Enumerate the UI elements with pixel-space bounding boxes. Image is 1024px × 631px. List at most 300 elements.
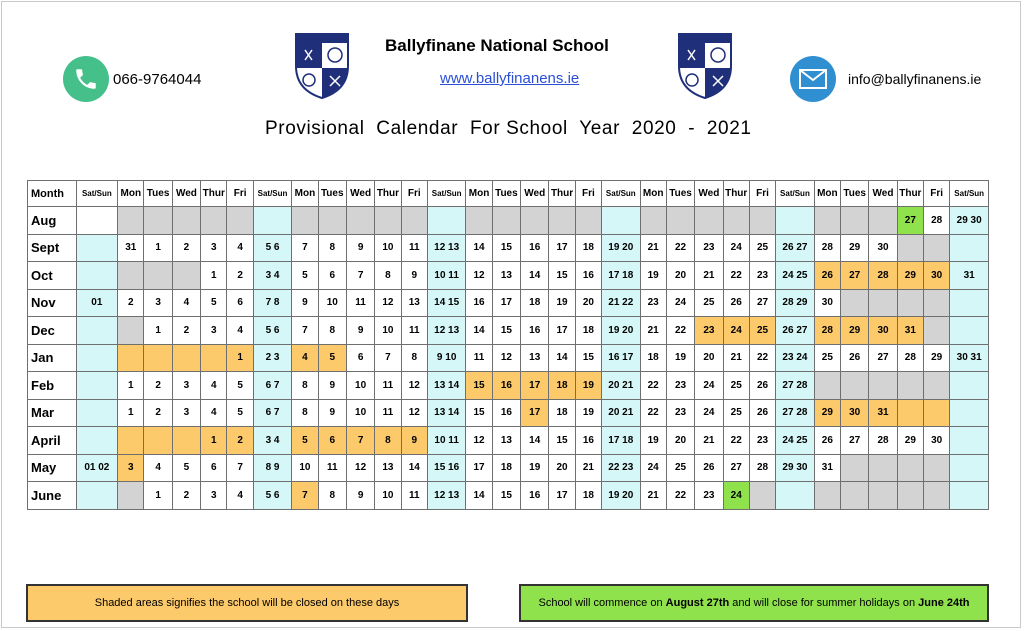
day-cell: [253, 207, 291, 235]
day-cell: 14: [521, 427, 549, 455]
month-label: Nov: [28, 289, 77, 317]
day-cell: 17: [521, 372, 549, 400]
day-cell: 29 30: [776, 454, 814, 482]
day-cell: 23: [749, 427, 775, 455]
school-name: Ballyfinane National School: [385, 36, 609, 55]
day-cell: 10: [346, 399, 374, 427]
day-cell: 13: [492, 262, 520, 290]
day-cell: 22: [723, 262, 749, 290]
day-cell: [841, 289, 869, 317]
day-cell: 17: [466, 454, 492, 482]
header-cell: Fri: [401, 181, 427, 207]
day-cell: 10: [292, 454, 318, 482]
day-cell: 25: [749, 317, 775, 345]
day-cell: 20: [666, 427, 694, 455]
day-cell: 11: [401, 482, 427, 510]
day-cell: 5: [318, 344, 346, 372]
day-cell: [924, 289, 950, 317]
day-cell: 12: [346, 454, 374, 482]
day-cell: 26 27: [776, 234, 814, 262]
day-cell: [695, 207, 723, 235]
day-cell: [401, 207, 427, 235]
header-cell: Thur: [549, 181, 575, 207]
day-cell: [723, 207, 749, 235]
day-cell: 13: [401, 289, 427, 317]
day-cell: [76, 482, 118, 510]
day-cell: 4: [144, 454, 172, 482]
email-address: info@ballyfinanens.ie: [848, 71, 982, 87]
day-cell: 31: [869, 399, 897, 427]
day-cell: [640, 207, 666, 235]
day-cell: 01: [76, 289, 118, 317]
day-cell: 7: [346, 427, 374, 455]
day-cell: 12: [466, 262, 492, 290]
day-cell: 5: [292, 427, 318, 455]
day-cell: 9: [346, 482, 374, 510]
day-cell: 21: [640, 482, 666, 510]
day-cell: 18: [549, 399, 575, 427]
day-cell: 19: [549, 289, 575, 317]
day-cell: [118, 482, 144, 510]
day-cell: [575, 207, 601, 235]
day-cell: 24: [640, 454, 666, 482]
day-cell: 20 21: [602, 399, 640, 427]
closed-days-legend-text: Shaded areas signifies the school will be closed on these days: [94, 597, 400, 609]
phone-icon: [63, 56, 109, 102]
day-cell: 7: [227, 454, 253, 482]
term-start-date: August 27th: [665, 597, 730, 609]
day-cell: [172, 207, 200, 235]
day-cell: 22 23: [602, 454, 640, 482]
day-cell: 26: [749, 372, 775, 400]
day-cell: 18: [575, 234, 601, 262]
day-cell: 21: [723, 344, 749, 372]
day-cell: [950, 372, 989, 400]
day-cell: 24 25: [776, 262, 814, 290]
day-cell: [172, 427, 200, 455]
day-cell: 17 18: [602, 262, 640, 290]
day-cell: [869, 454, 897, 482]
day-cell: 12: [466, 427, 492, 455]
day-cell: 24: [695, 372, 723, 400]
header-cell: Thur: [201, 181, 227, 207]
day-cell: [814, 482, 840, 510]
day-cell: 26: [723, 289, 749, 317]
calendar-row-april: [28, 427, 989, 455]
day-cell: 5 6: [253, 317, 291, 345]
day-cell: 19 20: [602, 234, 640, 262]
day-cell: 17: [521, 399, 549, 427]
day-cell: 01 02: [76, 454, 118, 482]
header-cell: Sat/Sun: [76, 181, 118, 207]
day-cell: 21: [695, 427, 723, 455]
month-label: April: [28, 427, 77, 455]
day-cell: 28 29: [776, 289, 814, 317]
day-cell: 21: [695, 262, 723, 290]
day-cell: 25: [723, 399, 749, 427]
day-cell: 24: [723, 317, 749, 345]
day-cell: 5: [172, 454, 200, 482]
day-cell: [897, 372, 923, 400]
day-cell: [924, 482, 950, 510]
day-cell: 12: [401, 372, 427, 400]
month-label: Mar: [28, 399, 77, 427]
day-cell: 1: [144, 317, 172, 345]
month-label: Dec: [28, 317, 77, 345]
day-cell: 11: [375, 399, 401, 427]
day-cell: 29: [814, 399, 840, 427]
day-cell: 3 4: [253, 262, 291, 290]
day-cell: 6: [201, 454, 227, 482]
day-cell: 2: [227, 427, 253, 455]
header-cell: Sat/Sun: [253, 181, 291, 207]
day-cell: 2: [172, 317, 200, 345]
day-cell: [118, 427, 144, 455]
header-cell: Mon: [814, 181, 840, 207]
day-cell: 4: [172, 289, 200, 317]
day-cell: 1: [118, 399, 144, 427]
day-cell: 28: [897, 344, 923, 372]
day-cell: 8: [292, 399, 318, 427]
header-cell: Mon: [640, 181, 666, 207]
day-cell: 9: [292, 289, 318, 317]
header-cell: Wed: [346, 181, 374, 207]
day-cell: 25: [814, 344, 840, 372]
day-cell: 22: [666, 482, 694, 510]
day-cell: 10 11: [427, 427, 465, 455]
day-cell: [76, 399, 118, 427]
day-cell: 22: [723, 427, 749, 455]
header-cell: Month: [28, 181, 77, 207]
day-cell: 17: [549, 234, 575, 262]
day-cell: 29 30: [950, 207, 989, 235]
day-cell: 22: [749, 344, 775, 372]
day-cell: [869, 207, 897, 235]
day-cell: 6 7: [253, 399, 291, 427]
day-cell: 30 31: [950, 344, 989, 372]
header-cell: Sat/Sun: [776, 181, 814, 207]
day-cell: [172, 262, 200, 290]
day-cell: 2: [144, 372, 172, 400]
day-cell: 11: [466, 344, 492, 372]
header-cell: Wed: [869, 181, 897, 207]
header-cell: Tues: [666, 181, 694, 207]
calendar-row-dec: [28, 317, 989, 345]
day-cell: 4: [227, 482, 253, 510]
day-cell: 13 14: [427, 399, 465, 427]
header-cell: Tues: [492, 181, 520, 207]
day-cell: [776, 482, 814, 510]
day-cell: 3 4: [253, 427, 291, 455]
day-cell: 8: [375, 262, 401, 290]
day-cell: [841, 207, 869, 235]
day-cell: 5 6: [253, 234, 291, 262]
day-cell: 5 6: [253, 482, 291, 510]
day-cell: [118, 317, 144, 345]
day-cell: [924, 399, 950, 427]
day-cell: 26: [841, 344, 869, 372]
day-cell: 10: [375, 317, 401, 345]
day-cell: [118, 207, 144, 235]
header-cell: Mon: [292, 181, 318, 207]
day-cell: 18: [492, 454, 520, 482]
calendar-title: Provisional Calendar For School Year 2020 - 2021: [265, 118, 752, 139]
day-cell: [76, 234, 118, 262]
day-cell: 13: [521, 344, 549, 372]
month-label: May: [28, 454, 77, 482]
day-cell: [897, 482, 923, 510]
day-cell: 5: [201, 289, 227, 317]
header-cell: Tues: [318, 181, 346, 207]
day-cell: 18: [640, 344, 666, 372]
day-cell: [172, 344, 200, 372]
day-cell: 2: [227, 262, 253, 290]
day-cell: 3: [201, 234, 227, 262]
day-cell: 8 9: [253, 454, 291, 482]
header-cell: Thur: [897, 181, 923, 207]
day-cell: 6: [318, 427, 346, 455]
month-label: Aug: [28, 207, 77, 235]
calendar-table: [27, 180, 989, 510]
calendar-row-june: [28, 482, 989, 510]
day-cell: 6: [346, 344, 374, 372]
day-cell: 19 20: [602, 317, 640, 345]
day-cell: 3: [144, 289, 172, 317]
day-cell: 19 20: [602, 482, 640, 510]
day-cell: [950, 317, 989, 345]
day-cell: 11: [318, 454, 346, 482]
day-cell: [466, 207, 492, 235]
day-cell: 27: [897, 207, 923, 235]
day-cell: [144, 262, 172, 290]
day-cell: 25: [666, 454, 694, 482]
day-cell: 19: [666, 344, 694, 372]
day-cell: 24: [695, 399, 723, 427]
day-cell: 19: [575, 372, 601, 400]
day-cell: 18: [549, 372, 575, 400]
day-cell: 19: [640, 262, 666, 290]
day-cell: 14: [466, 317, 492, 345]
school-crest-icon: [292, 30, 352, 102]
day-cell: 15: [466, 372, 492, 400]
day-cell: 28: [814, 234, 840, 262]
day-cell: 19: [640, 427, 666, 455]
day-cell: 22: [640, 372, 666, 400]
day-cell: 27: [841, 262, 869, 290]
day-cell: 16 17: [602, 344, 640, 372]
day-cell: 31: [897, 317, 923, 345]
day-cell: 3: [172, 372, 200, 400]
day-cell: 1: [118, 372, 144, 400]
header-cell: Thur: [723, 181, 749, 207]
day-cell: 22: [640, 399, 666, 427]
day-cell: [841, 482, 869, 510]
day-cell: 12 13: [427, 482, 465, 510]
day-cell: [950, 454, 989, 482]
day-cell: 27: [749, 289, 775, 317]
day-cell: [76, 207, 118, 235]
day-cell: 2: [172, 482, 200, 510]
day-cell: 8: [375, 427, 401, 455]
day-cell: 20 21: [602, 372, 640, 400]
day-cell: 24: [723, 234, 749, 262]
day-cell: [897, 289, 923, 317]
day-cell: [346, 207, 374, 235]
day-cell: [144, 344, 172, 372]
day-cell: 10: [318, 289, 346, 317]
day-cell: [76, 262, 118, 290]
header-cell: Mon: [118, 181, 144, 207]
day-cell: [666, 207, 694, 235]
calendar-row-mar: [28, 399, 989, 427]
day-cell: [492, 207, 520, 235]
day-cell: 13: [492, 427, 520, 455]
day-cell: 6: [227, 289, 253, 317]
header-cell: Fri: [575, 181, 601, 207]
day-cell: 31: [814, 454, 840, 482]
day-cell: [950, 427, 989, 455]
day-cell: 9: [346, 317, 374, 345]
day-cell: 5: [292, 262, 318, 290]
term-dates-legend: [519, 584, 989, 622]
day-cell: 11: [401, 234, 427, 262]
day-cell: 14: [549, 344, 575, 372]
day-cell: 4: [201, 372, 227, 400]
day-cell: 20: [575, 289, 601, 317]
day-cell: 16: [575, 262, 601, 290]
month-label: Feb: [28, 372, 77, 400]
day-cell: 5: [227, 399, 253, 427]
day-cell: 30: [924, 262, 950, 290]
day-cell: 9: [318, 399, 346, 427]
day-cell: [144, 207, 172, 235]
website-link[interactable]: www.ballyfinanens.ie: [440, 70, 580, 87]
calendar-row-oct: [28, 262, 989, 290]
day-cell: 31: [950, 262, 989, 290]
day-cell: 18: [521, 289, 549, 317]
day-cell: [814, 207, 840, 235]
day-cell: [118, 262, 144, 290]
day-cell: [318, 207, 346, 235]
school-crest-icon: [675, 30, 735, 102]
day-cell: 30: [869, 317, 897, 345]
month-label: Jan: [28, 344, 77, 372]
day-cell: 11: [346, 289, 374, 317]
day-cell: 2: [118, 289, 144, 317]
day-cell: 28: [924, 207, 950, 235]
header-cell: Mon: [466, 181, 492, 207]
day-cell: 1: [201, 262, 227, 290]
day-cell: 1: [227, 344, 253, 372]
day-cell: 23: [749, 262, 775, 290]
day-cell: 9: [401, 427, 427, 455]
day-cell: 3: [118, 454, 144, 482]
day-cell: 27: [841, 427, 869, 455]
day-cell: [814, 372, 840, 400]
header-cell: Sat/Sun: [602, 181, 640, 207]
day-cell: 6 7: [253, 372, 291, 400]
day-cell: 9: [318, 372, 346, 400]
day-cell: 24 25: [776, 427, 814, 455]
day-cell: 2 3: [253, 344, 291, 372]
day-cell: 21: [575, 454, 601, 482]
day-cell: 27: [869, 344, 897, 372]
day-cell: 7: [346, 262, 374, 290]
day-cell: 26: [749, 399, 775, 427]
day-cell: 25: [695, 289, 723, 317]
day-cell: [924, 317, 950, 345]
header-cell: Sat/Sun: [427, 181, 465, 207]
day-cell: 28: [869, 427, 897, 455]
day-cell: 7 8: [253, 289, 291, 317]
day-cell: 16: [521, 482, 549, 510]
day-cell: [549, 207, 575, 235]
day-cell: 28: [814, 317, 840, 345]
day-cell: 4: [292, 344, 318, 372]
header-cell: Thur: [375, 181, 401, 207]
day-cell: 19: [521, 454, 549, 482]
day-cell: 14: [521, 262, 549, 290]
day-cell: 4: [201, 399, 227, 427]
day-cell: 23: [695, 482, 723, 510]
day-cell: 1: [201, 427, 227, 455]
day-cell: 21 22: [602, 289, 640, 317]
day-cell: [427, 207, 465, 235]
day-cell: [950, 234, 989, 262]
day-cell: [749, 482, 775, 510]
day-cell: 21: [640, 317, 666, 345]
day-cell: [950, 399, 989, 427]
day-cell: 8: [318, 482, 346, 510]
day-cell: 28: [869, 262, 897, 290]
day-cell: 2: [172, 234, 200, 262]
day-cell: 15: [492, 234, 520, 262]
day-cell: 16: [521, 317, 549, 345]
day-cell: 16: [521, 234, 549, 262]
day-cell: 16: [492, 399, 520, 427]
term-legend-middle: and will close for summer holidays on: [729, 597, 919, 609]
term-end-date: June 24th: [918, 597, 970, 609]
day-cell: 11: [401, 317, 427, 345]
day-cell: 2: [144, 399, 172, 427]
calendar-row-nov: [28, 289, 989, 317]
day-cell: 23: [695, 317, 723, 345]
calendar-header-row: [28, 181, 989, 207]
day-cell: 17 18: [602, 427, 640, 455]
day-cell: 1: [144, 482, 172, 510]
day-cell: 27: [723, 454, 749, 482]
day-cell: 30: [814, 289, 840, 317]
day-cell: 14: [466, 234, 492, 262]
day-cell: 13: [375, 454, 401, 482]
month-label: Oct: [28, 262, 77, 290]
day-cell: 29: [841, 317, 869, 345]
day-cell: 13 14: [427, 372, 465, 400]
day-cell: 4: [227, 317, 253, 345]
header-cell: Wed: [172, 181, 200, 207]
day-cell: 14 15: [427, 289, 465, 317]
day-cell: 9: [401, 262, 427, 290]
term-legend-prefix: School will commence on: [538, 597, 666, 609]
day-cell: 8: [318, 234, 346, 262]
phone-number: 066-9764044: [113, 71, 202, 88]
day-cell: [869, 482, 897, 510]
day-cell: [897, 234, 923, 262]
day-cell: [749, 207, 775, 235]
day-cell: [924, 234, 950, 262]
day-cell: [521, 207, 549, 235]
day-cell: 20: [695, 344, 723, 372]
